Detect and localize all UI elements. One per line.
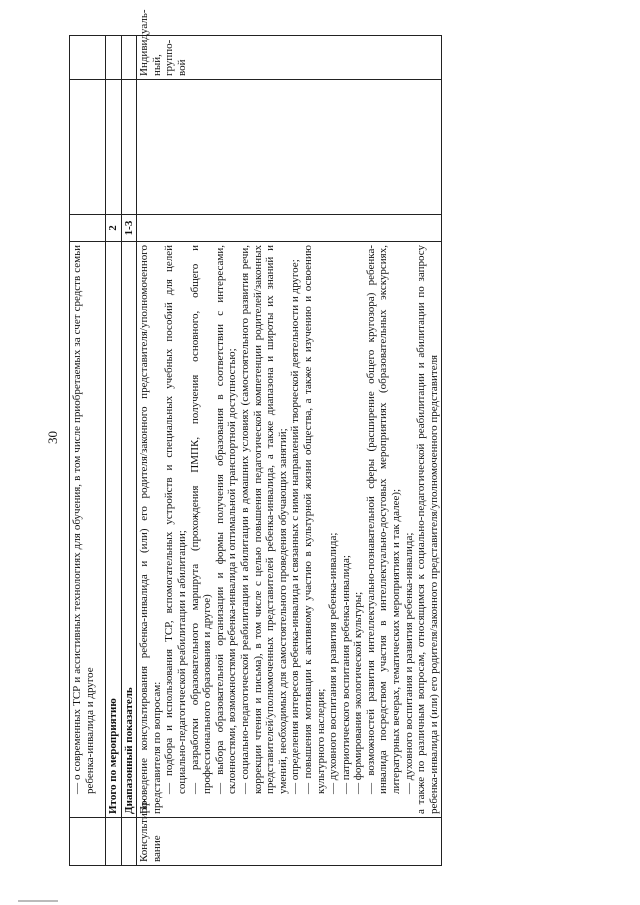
- total-label: Итого по мероприятию: [106, 242, 122, 818]
- rotated-table-page: [69, 9, 597, 866]
- content-line: — повышения мотивации к активному участию в культурной жизни общества, а также к изучению и освоению культурного наследия;: [301, 245, 327, 794]
- empty-cell: [70, 36, 106, 80]
- table-row: [121, 36, 137, 866]
- table-row: [70, 36, 106, 866]
- empty-cell: [137, 215, 442, 242]
- empty-cell: [106, 80, 122, 215]
- content-line: — патриотического воспитания ребенка-инвалида;: [339, 555, 352, 794]
- content-line: — духовного воспитания и развития ребенка-инвалида;: [402, 532, 415, 794]
- content-line: — разработки образовательного маршрута (прохождения ПМПК, получения основного, общего и профессионального образования и другое): [188, 245, 214, 794]
- content-line: а также по различным вопросам, относящимся к социально-педагогической реабилитации и абилитации по запросу ребенка-инвалида и (или) его родителя/законного представителя/уполномоченного представителя: [415, 245, 440, 814]
- empty-cell: [137, 80, 442, 215]
- empty-cell: [121, 80, 137, 215]
- content-line: — выбора образовательной организации и формы получения образования в соответствии с интересами, склонностями, возможностями ребенка-инвалида и оптимальной транспортной доступностью;: [213, 245, 239, 794]
- empty-cell: [121, 818, 137, 866]
- content-line: — духовного воспитания и развития ребенка-инвалида;: [327, 532, 340, 794]
- table-cell: [70, 242, 106, 818]
- empty-cell: [70, 80, 106, 215]
- table-row: [106, 36, 122, 866]
- table-row: [137, 36, 442, 866]
- range-value: 1-3: [121, 215, 137, 242]
- scan-artifact: [18, 900, 58, 902]
- content-line: Проведение консультирования ребенка-инвалида и (или) его родителя/законного представителя/уполномоченного представителя по вопросам:: [138, 245, 163, 814]
- content-line: — подбора и использования ТСР, вспомогательных устройств и специальных учебных пособий для целей социально-педагогической реабилитации и абилитации;: [163, 245, 188, 794]
- empty-cell: [106, 36, 122, 80]
- empty-cell: [106, 818, 122, 866]
- content-line: — определения интересов ребенка-инвалида и связанных с ними направлений творческой деятельности и другое;: [289, 259, 302, 794]
- content-line: — формирования экологической культуры;: [352, 591, 365, 794]
- service-form: Индивидуаль-ный, группо-вой: [137, 36, 442, 80]
- total-value: 2: [106, 215, 122, 242]
- service-content: [137, 242, 442, 818]
- empty-cell: [70, 818, 106, 866]
- service-name: Консультиро-вание: [137, 818, 442, 866]
- content-line: — социально-педагогической реабилитации и абилитации в домашних условиях (самостоятельного развития речи, коррекции чтения и письма), в том числе с целью повышения педагогической компетенции родителей/законных представителей/уполномоченных представителей ребенка-инвалида, а также диапазона и широты их знаний и умений, необходимых для самостоятельного проведения обучающих занятий;: [238, 245, 289, 794]
- content-line: — возможностей развития интеллектуально-познавательной сферы (расширение общего кругозора) ребенка-инвалида посредством участия в интеллектуально-досуговых мероприятиях (образовательных экскурсиях, литературных вечерах, тематических мероприятиях и так далее);: [364, 245, 403, 794]
- empty-cell: [70, 215, 106, 242]
- top-row-text: — о современных ТСР и ассистивных технологиях для обучения, в том числе приобретаемых за счет средств семьи ребенка-инвалида и другое: [71, 245, 96, 794]
- services-table: [69, 9, 442, 866]
- empty-cell: [121, 36, 137, 80]
- page-number: 30: [45, 431, 60, 444]
- range-label: Диапазонный показатель: [121, 242, 137, 818]
